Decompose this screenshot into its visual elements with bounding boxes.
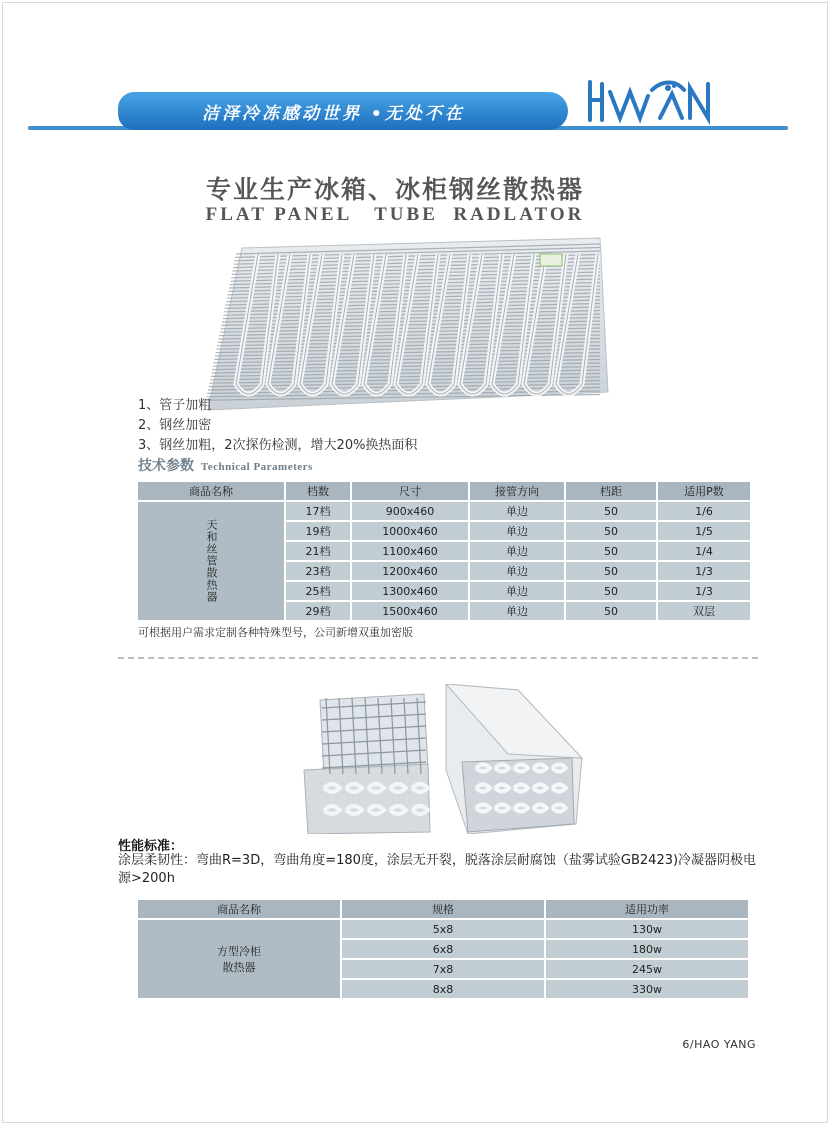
table-cell: 1/5 bbox=[658, 522, 750, 540]
table-cell: 50 bbox=[566, 602, 656, 620]
table-cell: 单边 bbox=[470, 522, 564, 540]
table-cell: 330w bbox=[546, 980, 748, 998]
table-cell: 50 bbox=[566, 582, 656, 600]
table-cell: 50 bbox=[566, 502, 656, 520]
performance-title: 性能标准： bbox=[118, 839, 184, 854]
table-cell: 8x8 bbox=[342, 980, 544, 998]
wire-radiator-image bbox=[196, 234, 612, 420]
page-title: 专业生产冰箱、冰柜钢丝散热器 bbox=[205, 175, 584, 204]
page-subtitle: FLAT PANEL TUBE RADLATOR bbox=[205, 204, 585, 225]
table-cell: 21档 bbox=[286, 542, 350, 560]
tech-params-table bbox=[136, 480, 752, 622]
section-divider bbox=[118, 657, 758, 659]
product-name-cell bbox=[138, 920, 340, 998]
col-header: 商品名称 bbox=[138, 900, 340, 918]
table-cell: 245w bbox=[546, 960, 748, 978]
params-heading-cn: 技术参数 bbox=[138, 458, 194, 474]
col-header: 适用功率 bbox=[546, 900, 748, 918]
col-header: 规格 bbox=[342, 900, 544, 918]
table-cell: 50 bbox=[566, 522, 656, 540]
table-cell: 1/6 bbox=[658, 502, 750, 520]
table-cell: 29档 bbox=[286, 602, 350, 620]
table-cell: 17档 bbox=[286, 502, 350, 520]
performance-text: 涂层柔韧性：弯曲R=3D，弯曲角度=180度，涂层无开裂，脱落涂层耐腐蚀（盐雾试验GB2423)冷凝器阴极电源>200h bbox=[118, 853, 757, 886]
table-cell: 7x8 bbox=[342, 960, 544, 978]
table-cell: 50 bbox=[566, 542, 656, 560]
table-header-row bbox=[138, 482, 750, 500]
feature-item: 3、钢丝加粗，2次探伤检测，增大20%换热面积 bbox=[138, 438, 418, 453]
col-header: 适用P数 bbox=[658, 482, 750, 500]
product-name-cell: 天和丝管散热器 bbox=[138, 502, 284, 620]
page-number: 6/HAO YANG bbox=[682, 1038, 756, 1051]
table-cell: 双层 bbox=[658, 602, 750, 620]
table-cell: 6x8 bbox=[342, 940, 544, 958]
params-heading-en: Technical Parameters bbox=[200, 461, 313, 473]
table-cell: 25档 bbox=[286, 582, 350, 600]
table-cell: 19档 bbox=[286, 522, 350, 540]
col-header: 尺寸 bbox=[352, 482, 468, 500]
table-cell: 1200x460 bbox=[352, 562, 468, 580]
slogan-text: 洁泽冷冻感动世界 •无处不在 bbox=[202, 103, 465, 124]
col-header: 档距 bbox=[566, 482, 656, 500]
table-cell: 单边 bbox=[470, 502, 564, 520]
table-cell: 1500x460 bbox=[352, 602, 468, 620]
feature-item: 1、管子加粗 bbox=[138, 398, 212, 413]
brand-logo bbox=[584, 74, 714, 126]
table-cell: 单边 bbox=[470, 602, 564, 620]
table-row bbox=[138, 920, 748, 938]
table-cell: 1300x460 bbox=[352, 582, 468, 600]
params-heading bbox=[138, 455, 313, 475]
condenser-spec-table bbox=[136, 898, 750, 1000]
table-cell: 180w bbox=[546, 940, 748, 958]
table-cell: 1/4 bbox=[658, 542, 750, 560]
table-cell: 130w bbox=[546, 920, 748, 938]
col-header: 档数 bbox=[286, 482, 350, 500]
table-row bbox=[138, 502, 750, 520]
table-cell: 1/3 bbox=[658, 562, 750, 580]
feature-list bbox=[138, 396, 417, 456]
table-cell: 单边 bbox=[470, 582, 564, 600]
custom-order-note: 可根据用户需求定制各种特殊型号，公司新增双重加密版 bbox=[138, 626, 413, 639]
col-header: 接管方向 bbox=[470, 482, 564, 500]
table-cell: 单边 bbox=[470, 562, 564, 580]
col-header: 商品名称 bbox=[138, 482, 284, 500]
table-cell: 50 bbox=[566, 562, 656, 580]
table-cell: 1/3 bbox=[658, 582, 750, 600]
table-cell: 1000x460 bbox=[352, 522, 468, 540]
table-cell: 5x8 bbox=[342, 920, 544, 938]
product-name-line: 方型冷柜 bbox=[217, 945, 261, 958]
feature-item: 2、钢丝加密 bbox=[138, 418, 212, 433]
table-cell: 900x460 bbox=[352, 502, 468, 520]
table-cell: 1100x460 bbox=[352, 542, 468, 560]
table-cell: 单边 bbox=[470, 542, 564, 560]
product-name-line: 散热器 bbox=[222, 961, 256, 974]
table-header-row bbox=[138, 900, 748, 918]
box-condenser-image bbox=[296, 684, 586, 834]
slogan-banner bbox=[118, 92, 568, 130]
table-cell: 23档 bbox=[286, 562, 350, 580]
